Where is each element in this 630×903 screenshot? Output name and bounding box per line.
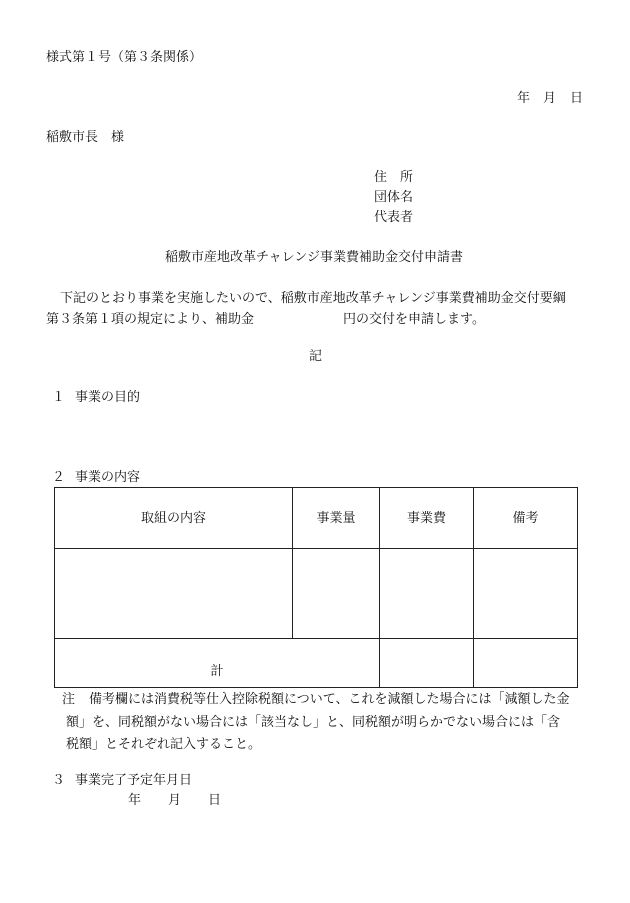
date-day: 日 — [570, 91, 584, 106]
table-row — [55, 549, 578, 639]
header-initiative: 取組の内容 — [55, 488, 293, 549]
header-volume: 事業量 — [293, 488, 380, 549]
cell-remarks — [474, 549, 578, 639]
addressee: 稲敷市長 様 — [46, 130, 125, 145]
completion-month: 月 — [168, 793, 182, 808]
section-1-title: 事業の目的 — [75, 390, 141, 405]
completion-day: 日 — [208, 793, 222, 808]
header-remarks: 備考 — [474, 488, 578, 549]
date-year: 年 — [517, 91, 531, 106]
completion-year: 年 — [128, 793, 142, 808]
table-total-row — [55, 639, 578, 688]
section-2-number: ２ — [52, 470, 66, 485]
section-2-title: 事業の内容 — [75, 470, 141, 485]
note-line-1: 備考欄には消費税等仕入控除税額について、これを減額した場合には「減額した金 — [89, 692, 570, 707]
total-label: 計 — [55, 639, 380, 688]
representative-label: 代表者 — [374, 210, 414, 225]
section-3-number: ３ — [52, 773, 66, 788]
table-header-row — [55, 488, 578, 549]
date-month: 月 — [543, 91, 557, 106]
group-name-label: 団体名 — [374, 190, 414, 205]
cell-volume — [293, 549, 380, 639]
body-line-1: 下記のとおり事業を実施したいので、稲敷市産地改革チャレンジ事業費補助金交付要綱 — [60, 291, 566, 306]
document-title: 稲敷市産地改革チャレンジ事業費補助金交付申請書 — [165, 250, 463, 265]
section-3-title: 事業完了予定年月日 — [75, 773, 193, 788]
cell-initiative — [55, 549, 293, 639]
project-content-table — [54, 487, 578, 688]
note-label: 注 — [62, 692, 76, 707]
total-cost — [380, 639, 474, 688]
note-line-3: 税額」とそれぞれ記入すること。 — [66, 737, 262, 752]
form-number: 様式第１号（第３条関係） — [46, 50, 203, 65]
section-1-number: １ — [52, 390, 66, 405]
ki-heading: 記 — [309, 349, 323, 364]
address-label: 住 所 — [374, 170, 414, 185]
cell-cost — [380, 549, 474, 639]
header-cost: 事業費 — [380, 488, 474, 549]
body-line-2a: 第３条第１項の規定により、補助金 — [46, 312, 255, 327]
total-remarks — [474, 639, 578, 688]
body-line-2b: 円の交付を申請します。 — [343, 312, 485, 327]
note-line-2: 額」を、同税額がない場合には「該当なし」と、同税額が明らかでない場合には「含 — [66, 715, 561, 730]
